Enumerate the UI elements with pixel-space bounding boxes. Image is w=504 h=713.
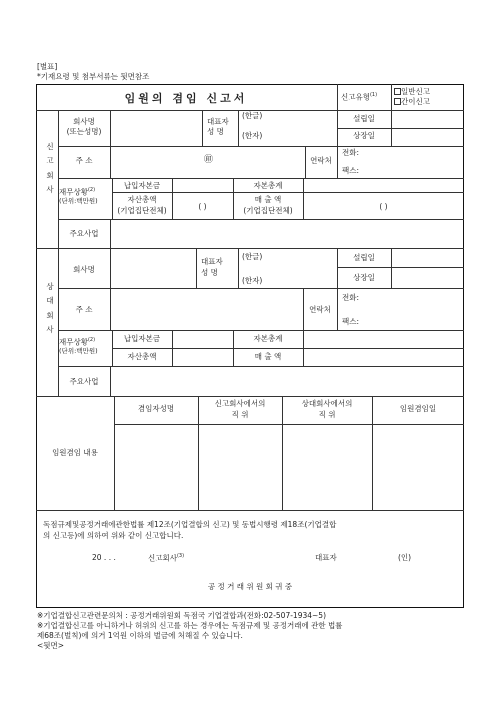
contact-label: 연락처 — [310, 156, 332, 165]
declaration-date[interactable]: 20 . . . — [92, 553, 116, 562]
address-label: 주 소 — [75, 156, 93, 165]
fax-field[interactable]: 팩스: — [342, 317, 360, 326]
divider — [36, 396, 464, 397]
divider — [391, 248, 392, 288]
frame-left — [36, 84, 37, 607]
total-assets-label: 자산총액 — [127, 352, 157, 361]
sales-sublabel: (기업집단전체) — [243, 206, 293, 215]
name-hanja-field[interactable]: (한자) — [242, 131, 263, 140]
divider — [114, 424, 464, 425]
frame-right — [463, 84, 464, 607]
counterpart-position-header: 상대회사에서의 — [301, 399, 353, 408]
divider — [337, 288, 338, 330]
simple-report-checkbox[interactable] — [394, 98, 401, 105]
representative-label-2: 성 명 — [207, 127, 224, 136]
contact-label: 연락처 — [309, 305, 331, 314]
company-name-label: 회사명 — [73, 117, 95, 126]
divider — [110, 146, 111, 178]
declaration-text-2: 의 신고등)에 의하여 위와 같이 신고합니다. — [43, 531, 184, 540]
finance-label: 재무상황$^{(2)}$ — [59, 337, 96, 347]
divider — [337, 267, 464, 268]
footer-note-3: 제68조(벌칙)에 의거 1억원 이하의 벌금에 처해질 수 있습니다. — [37, 631, 243, 640]
form-title: 임원의 겸임 신고서 — [124, 92, 248, 105]
phone-field[interactable]: 전화: — [342, 293, 360, 302]
sales-label: 매 출 액 — [254, 352, 282, 361]
established-label: 설립일 — [353, 114, 375, 123]
appointment-date-header: 임원겸임일 — [399, 404, 437, 413]
reporter-position-header-2: 직 위 — [231, 410, 249, 419]
divider — [110, 248, 111, 288]
divider — [58, 178, 464, 179]
divider — [58, 146, 464, 147]
concurrent-appointment-label: 임원겸임 내용 — [52, 448, 98, 457]
total-assets-field[interactable]: ( ) — [198, 202, 207, 211]
divider — [110, 288, 111, 330]
main-business-label: 주요사업 — [69, 229, 99, 238]
divider — [112, 348, 464, 349]
counterpart-position-header-2: 직 위 — [318, 410, 336, 419]
sales-label: 매 출 액 — [254, 195, 282, 204]
general-report-label: 일반신고 — [401, 87, 430, 96]
divider — [58, 330, 464, 331]
listed-label: 상장일 — [353, 273, 375, 282]
instruction-note: *기재요령 및 첨부서류는 뒷면참조 — [37, 72, 150, 81]
footer-note-2: ※기업결합신고를 아니하거나 허위의 신고를 하는 경우에는 독점규제 및 공정거래에 관한 법률 — [37, 621, 343, 630]
reporter-position-header: 신고회사에서의 — [214, 399, 266, 408]
main-business-label: 주요사업 — [69, 377, 99, 386]
divider — [202, 110, 203, 146]
back-page-label: <뒷면> — [37, 641, 65, 650]
reporter-company-label: 신고회사$^{(3)}$ — [148, 553, 185, 563]
footer-note-1: ※기업결합신고관련문의처 : 공정거래위원회 독점국 기업결합과(전화:02-507-1934~5) — [37, 611, 326, 620]
general-report-checkbox[interactable] — [394, 88, 401, 95]
divider — [238, 248, 239, 288]
finance-unit: (단위:백만원) — [59, 197, 98, 205]
frame-top — [36, 84, 464, 85]
divider — [36, 510, 464, 511]
simple-report-label: 간이신고 — [401, 97, 430, 106]
divider — [58, 288, 464, 289]
name-korean-field[interactable]: (한글) — [242, 252, 263, 261]
company-name-label: 회사명 — [73, 265, 95, 274]
divider — [172, 178, 173, 219]
listed-label: 상장일 — [353, 131, 375, 140]
sales-field[interactable]: ( ) — [379, 202, 388, 211]
counterpart-section-label: 상 대 회 사 — [46, 282, 54, 334]
divider — [337, 146, 338, 178]
phone-field[interactable]: 전화: — [342, 148, 360, 157]
divider — [372, 396, 373, 510]
divider — [391, 84, 392, 110]
frame-bottom — [36, 607, 464, 608]
divider — [337, 128, 464, 129]
divider — [112, 192, 464, 193]
seal-mark: ㊞ — [204, 155, 214, 165]
finance-unit: (단위:백만원) — [59, 347, 98, 355]
fax-field[interactable]: 팩스: — [342, 166, 360, 175]
established-label: 설립일 — [353, 253, 375, 262]
representative-label-2: 성 명 — [201, 268, 218, 277]
company-name-sublabel: (또는성명) — [66, 127, 102, 136]
divider — [303, 178, 304, 219]
recipient: 공 정 거 래 위 원 회 귀 중 — [207, 582, 293, 591]
divider — [58, 366, 464, 367]
divider — [391, 110, 392, 146]
paid-in-capital-label: 납입자본금 — [123, 334, 161, 343]
paid-in-capital-label: 납입자본금 — [123, 181, 161, 190]
divider — [58, 219, 464, 220]
total-equity-label: 자본총계 — [253, 181, 283, 190]
divider — [36, 248, 464, 249]
divider — [196, 248, 197, 288]
divider — [337, 84, 338, 110]
representative-label: 대표자 — [201, 257, 223, 266]
ceo-seal: (인) — [398, 553, 412, 562]
attachment-label: [별표] — [37, 62, 58, 71]
divider — [110, 366, 111, 396]
representative-label: 대표자 — [207, 117, 229, 126]
total-equity-label: 자본총계 — [253, 334, 283, 343]
ceo-label: 대표자 — [315, 553, 337, 562]
reporter-section-label: 신 고 회 사 — [46, 142, 54, 194]
total-assets-label: 자산총액 — [127, 195, 157, 204]
concurrent-name-header: 겸임자성명 — [137, 404, 175, 413]
divider — [110, 219, 111, 248]
declaration-text-1: 독점규제및공정거래에관한법률 제12조(기업결합의 신고) 및 동법시행령 제18조(기업결합 — [43, 520, 337, 529]
divider — [238, 110, 239, 146]
name-korean-field[interactable]: (한글) — [242, 111, 263, 120]
name-hanja-field[interactable]: (한자) — [242, 276, 263, 285]
finance-label: 재무상황$^{(2)}$ — [59, 187, 96, 197]
report-type-label: 신고유형$^{(1)}$ — [341, 92, 378, 102]
divider — [114, 396, 115, 510]
total-assets-sublabel: (기업집단전체) — [117, 206, 167, 215]
address-label: 주 소 — [75, 305, 93, 314]
divider — [110, 110, 111, 146]
